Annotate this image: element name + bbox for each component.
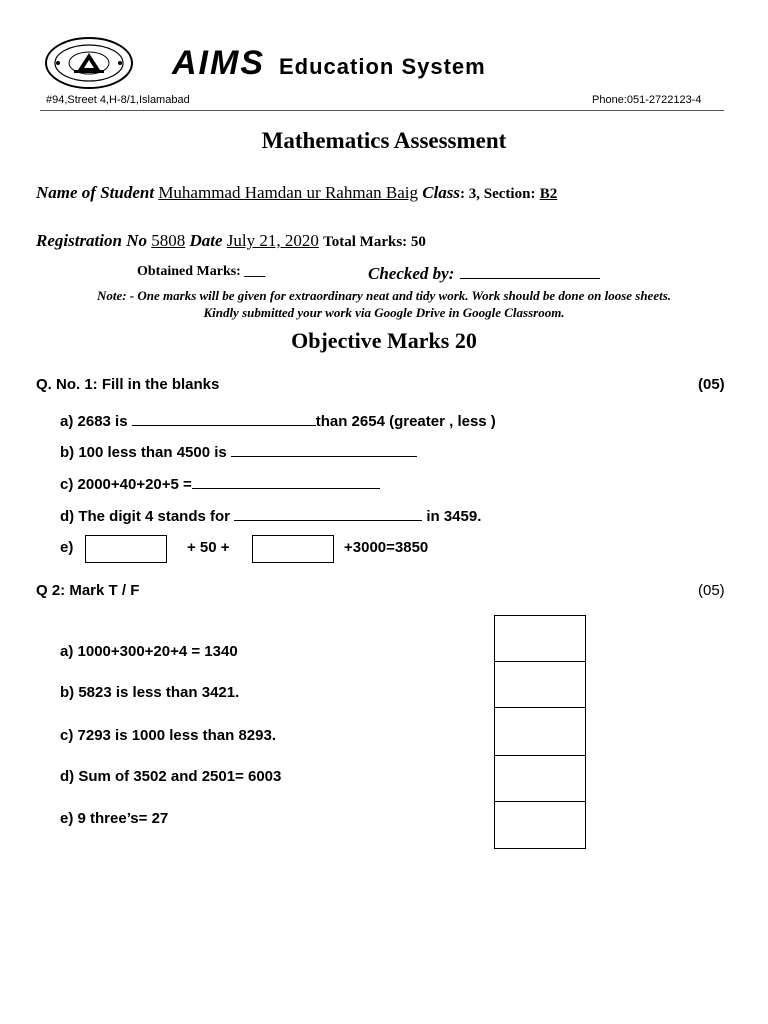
section-value: B2 — [539, 186, 558, 202]
class-value: : 3, Section: — [460, 186, 536, 202]
q1-e-middle: + 50 + — [187, 539, 230, 556]
q1-c-text: c) 2000+40+20+5 = — [60, 476, 192, 493]
q1-e-label: e) — [60, 539, 74, 556]
school-phone: Phone:051-2722123-4 — [592, 94, 702, 106]
section-title: Objective Marks 20 — [291, 328, 477, 353]
school-address: #94,Street 4,H-8/1,Islamabad — [46, 94, 190, 106]
q2-item-a: a) 1000+300+20+4 = 1340 — [60, 643, 238, 660]
brand-subtitle: Education System — [279, 54, 486, 79]
q1-c-blank[interactable] — [192, 488, 380, 489]
q1-item-b — [60, 444, 417, 461]
note-line-1: Note: - One marks will be given for extraordinary neat and tidy work. Work should be done on loose sheets. — [96, 288, 672, 303]
tf-answer-box-a[interactable] — [495, 616, 585, 662]
q2-heading: Q 2: Mark T / F — [36, 582, 140, 599]
q1-d-blank[interactable] — [234, 520, 422, 521]
header-divider — [40, 110, 724, 111]
tf-answer-box-c[interactable] — [495, 708, 585, 756]
obtained-marks: Obtained Marks: ___ — [137, 264, 266, 279]
q1-item-d — [60, 508, 481, 525]
tf-answer-box-e[interactable] — [495, 802, 585, 849]
tf-answer-box-d[interactable] — [495, 756, 585, 802]
note-line-2: Kindly submitted your work via Google Drive in Google Classroom. — [203, 305, 565, 320]
q2-item-e: e) 9 three’s= 27 — [60, 810, 169, 827]
q2-item-b: b) 5823 is less than 3421. — [60, 684, 240, 701]
q1-b-text: b) 100 less than 4500 is — [60, 444, 231, 461]
q1-d-suffix: in 3459. — [422, 508, 482, 525]
class-label: Class — [422, 183, 461, 202]
registration-line — [36, 231, 426, 251]
date-label: Date — [189, 231, 223, 250]
q1-a-text: a) 2683 is — [60, 413, 132, 430]
student-name-line — [36, 183, 557, 203]
brand-aims: AIMS — [172, 44, 265, 82]
q2-marks: (05) — [698, 582, 725, 599]
checked-by-blank — [460, 278, 600, 279]
q1-marks: (05) — [698, 376, 725, 393]
registration-number: 5808 — [151, 231, 186, 250]
brand-name — [172, 44, 672, 84]
checked-by-label: Checked by: — [368, 264, 455, 283]
q1-e-box-1[interactable] — [85, 535, 167, 563]
page-title: Mathematics Assessment — [261, 128, 507, 153]
student-name: Muhammad Hamdan ur Rahman Baig — [158, 183, 418, 202]
q1-e-box-2[interactable] — [252, 535, 334, 563]
q1-a-suffix: than 2654 (greater , less ) — [315, 413, 496, 430]
school-logo — [44, 36, 134, 90]
tf-answer-box-b[interactable] — [495, 662, 585, 708]
q1-d-text: d) The digit 4 stands for — [60, 508, 235, 525]
q1-e-suffix: +3000=3850 — [344, 539, 429, 556]
date-value: July 21, 2020 — [226, 231, 319, 250]
q1-item-a — [60, 413, 496, 430]
tf-answer-grid — [494, 615, 586, 849]
checked-by-line — [368, 264, 600, 284]
q2-item-c: c) 7293 is 1000 less than 8293. — [60, 727, 276, 744]
q2-item-d: d) Sum of 3502 and 2501= 6003 — [60, 768, 282, 785]
note — [0, 287, 768, 321]
registration-label: Registration No — [36, 231, 147, 250]
q1-b-blank[interactable] — [231, 456, 417, 457]
q1-a-blank[interactable] — [132, 425, 316, 426]
name-label: Name of Student — [36, 183, 155, 202]
q1-heading: Q. No. 1: Fill in the blanks — [36, 376, 220, 393]
total-marks: Total Marks: 50 — [323, 234, 426, 250]
q1-item-c — [60, 476, 380, 493]
